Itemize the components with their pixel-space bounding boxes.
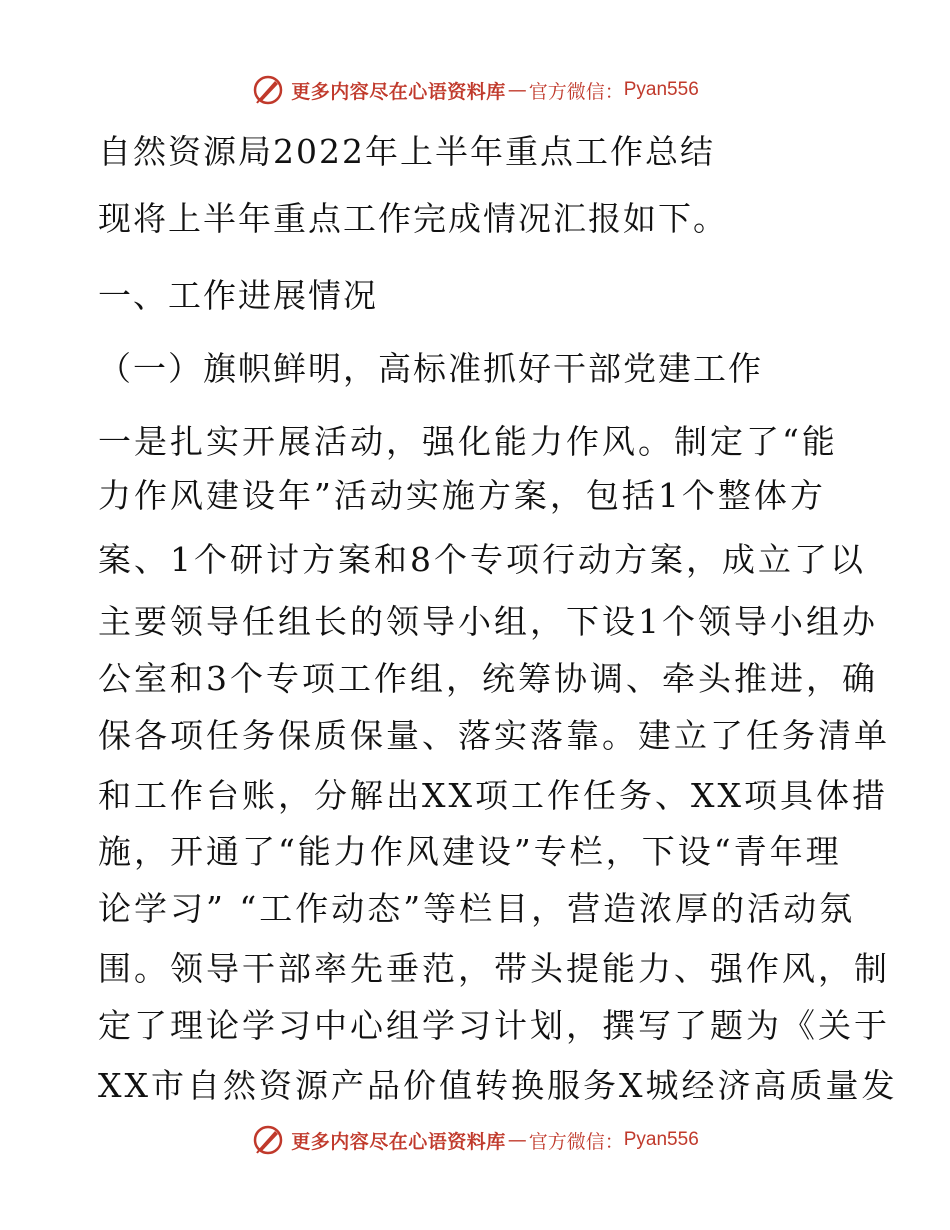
paragraph-line: 一是扎实开展活动，强化能力作风。制定了“能 [98, 422, 838, 461]
watermark-wechat-id: Pyan556 [623, 79, 699, 100]
paragraph-line: 和工作台账，分解出XX项工作任务、XX项具体措 [98, 776, 888, 815]
watermark-brand: 更多内容尽在心语资料库 [291, 1130, 506, 1153]
watermark-text [291, 1127, 699, 1154]
watermark-brand: 更多内容尽在心语资料库 [291, 80, 506, 103]
paragraph-line: 保各项任务保质保量、落实落靠。建立了任务清单 [98, 716, 890, 755]
watermark-label: 官方微信： [528, 1130, 624, 1153]
watermark-wechat-id: Pyan556 [623, 1129, 699, 1150]
paragraph-line: 力作风建设年”活动实施方案，包括1个整体方 [98, 476, 826, 515]
paragraph-line: 案、1个研讨方案和8个专项行动方案，成立了以 [98, 540, 866, 579]
quill-logo-icon [251, 1123, 285, 1157]
quill-logo-icon [251, 73, 285, 107]
watermark-label: 官方微信： [528, 80, 624, 103]
paragraph-line: 定了理论学习中心组学习计划，撰写了题为《关于 [98, 1006, 890, 1045]
paragraph-line: 围。领导干部率先垂范，带头提能力、强作风，制 [98, 949, 890, 988]
watermark-text [291, 77, 699, 104]
watermark-separator: — [507, 79, 527, 101]
document-title: 自然资源局2022年上半年重点工作总结 [98, 132, 715, 171]
subsection-heading: （一）旗帜鲜明，高标准抓好干部党建工作 [98, 349, 763, 388]
paragraph-line: 公室和3个专项工作组，统筹协调、牵头推进，确 [98, 659, 878, 698]
watermark-separator: — [507, 1129, 527, 1151]
paragraph-line: 主要领导任组长的领导小组，下设1个领导小组办 [98, 602, 878, 641]
paragraph-line: 论学习” “工作动态”等栏目，营造浓厚的活动氛 [98, 889, 856, 928]
paragraph-line: 施，开通了“能力作风建设”专栏，下设“青年理 [98, 832, 842, 871]
section-heading: 一、工作进展情况 [98, 276, 378, 315]
intro-line: 现将上半年重点工作完成情况汇报如下。 [98, 199, 728, 238]
watermark-footer [0, 1120, 950, 1160]
paragraph-line: XX市自然资源产品价值转换服务X城经济高质量发 [98, 1066, 898, 1105]
watermark-header [0, 70, 950, 110]
